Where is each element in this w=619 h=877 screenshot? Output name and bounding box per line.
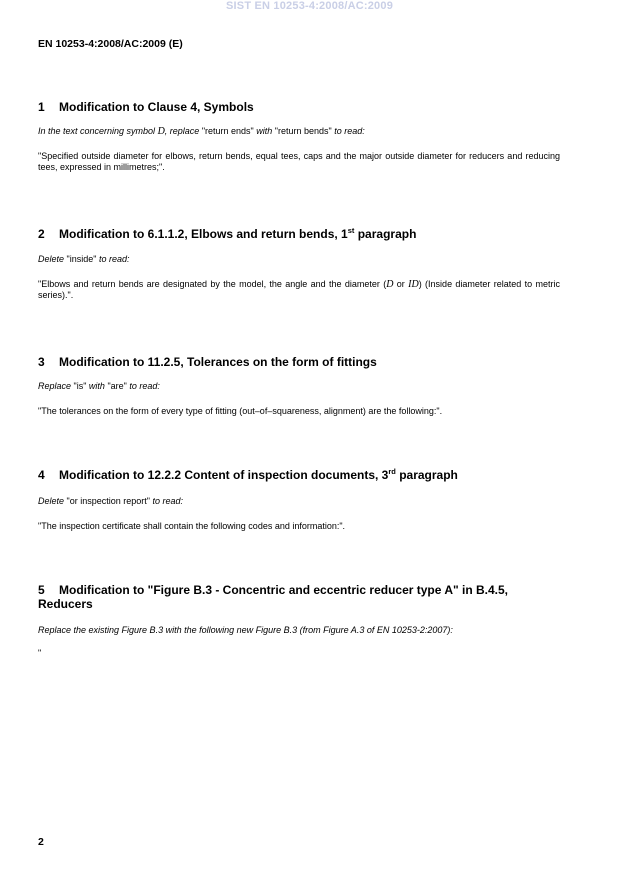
instruction-text: Replace [38,381,74,391]
quoted-text: "or inspection report" [66,496,150,506]
section-title: paragraph [354,227,417,241]
instruction-text: Delete [38,254,67,264]
section-3-body: "The tolerances on the form of every type of fitting (out–of–squareness, alignment) are the following:". [38,406,443,416]
symbol: D [386,279,394,290]
quoted-text: "is" [73,381,87,391]
section-3-heading [38,355,568,369]
symbol: D [157,126,165,137]
section-number: 3 [38,355,45,369]
superscript: st [347,226,355,235]
symbol: ID [408,279,419,290]
instruction-text: with [86,381,108,391]
instruction-text: with [253,126,275,136]
section-4-body: "The inspection certificate shall contain the following codes and information:". [38,521,346,531]
section-5-instruction: Replace the existing Figure B.3 with the following new Figure B.3 (from Figure A.3 of EN 10253-2:2007): [38,625,453,635]
section-2-heading [38,227,568,241]
instruction-text: , replace [164,126,202,136]
section-1-instruction [38,125,578,138]
section-title: Modification to 6.1.1.2, Elbows and return bends, 1 [59,227,348,241]
section-4-heading [38,468,568,482]
watermark: SIST EN 10253-4:2008/AC:2009 [225,0,394,12]
section-number: 2 [38,227,45,241]
section-3-instruction [38,380,578,392]
section-title: Modification to "Figure B.3 - Concentric and eccentric reducer type A" in B.4.5, [59,583,509,597]
instruction-text: Delete [38,496,67,506]
section-1-body: "Specified outside diameter for elbows, return bends, equal tees, caps and the major outside diameter for reducers and reducing tees, expressed in millimetres;". [38,151,560,172]
section-number: 1 [38,100,45,114]
instruction-text: to read: [126,381,160,391]
quoted-text: "return ends" [201,126,254,136]
section-title: paragraph [395,468,458,482]
section-title: Modification to Clause 4, Symbols [59,100,254,114]
instruction-text: to read: [149,496,183,506]
section-title: Modification to 11.2.5, Tolerances on the form of fittings [59,355,377,369]
quoted-text: "return bends" [274,126,332,136]
section-title: Reducers [38,597,93,611]
section-number: 4 [38,468,45,482]
instruction-text: to read: [331,126,365,136]
instruction-text: to read: [96,254,130,264]
section-1-heading [38,100,568,114]
section-5-body: " [38,648,42,658]
quoted-text: "inside" [66,254,97,264]
section-5-heading [38,583,568,611]
body-text: ) (Inside diameter related to metric series).". [38,279,560,300]
body-text: "Elbows and return bends are designated by the model, the angle and the diameter ( [38,279,387,289]
document-id-header: EN 10253-4:2008/AC:2009 (E) [38,38,183,50]
instruction-text: In the text concerning symbol [38,126,158,136]
superscript: rd [388,467,396,476]
section-title: Modification to 12.2.2 Content of inspection documents, 3 [59,468,389,482]
section-2-instruction [38,253,578,265]
section-4-instruction [38,495,578,507]
body-text: or [393,279,409,289]
page-number: 2 [38,836,44,848]
section-2-body [38,279,560,301]
section-number: 5 [38,583,45,597]
quoted-text: "are" [107,381,127,391]
